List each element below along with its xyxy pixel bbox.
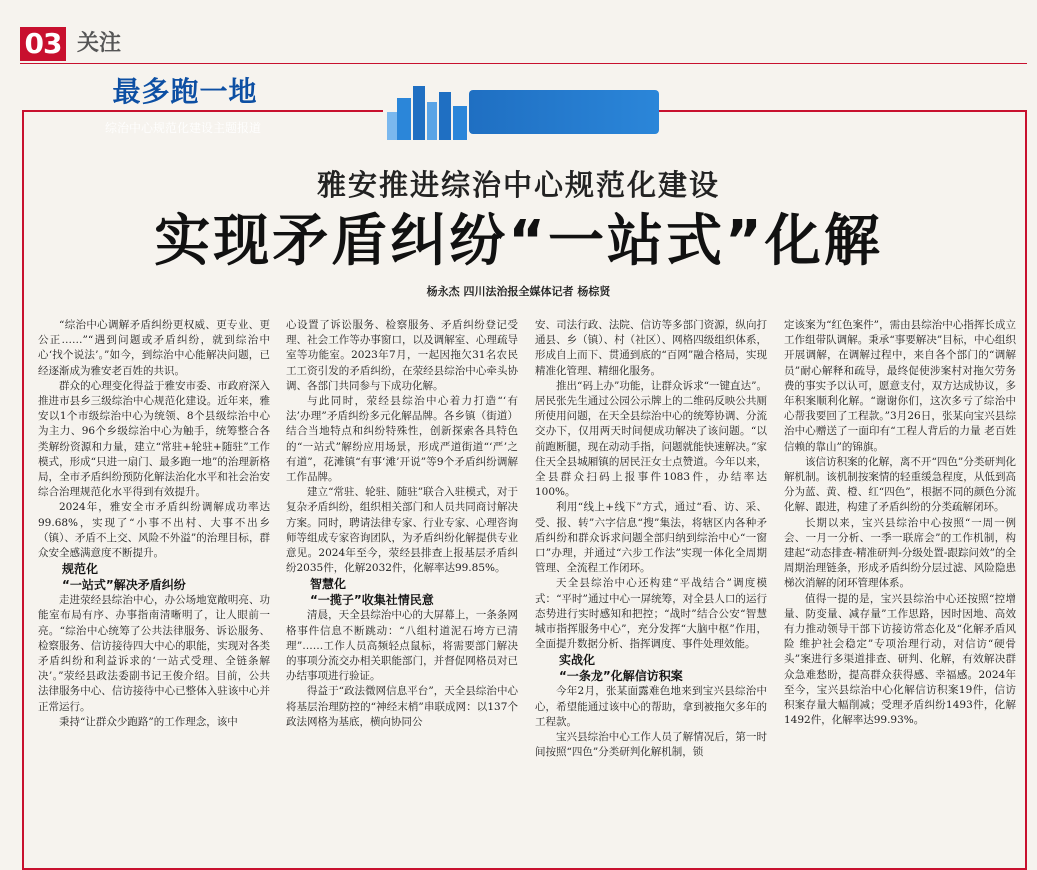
paragraph: 清晨，天全县综治中心的大屏幕上，一条条网格事件信息不断跳动：“八组村道泥石垮方已清理”……工作人员高频轻点鼠标，将需要部门解决的事项分流交办相关职能部门，并督促网格员对已办结事项进行验证。 — [286, 609, 518, 683]
paragraph: 秉持“让群众少跑路”的工作理念，该中 — [59, 715, 238, 728]
article-column-4 — [784, 318, 1016, 728]
paragraph: 得益于“政法微网信息平台”，天全县综治中心将基层治理防控的“神经末梢”串联成网：以137个政法网格为基底，横向协同公 — [286, 685, 518, 728]
paragraph: 心设置了诉讼服务、检察服务、矛盾纠纷登记受理、社会工作等办事窗口，以及调解室、心理疏导室等功能室。2023年7月，一起因拖欠31名农民工工资引发的矛盾纠纷，在荥经县综治中心牵头协调、各部门共同参与下成功化解。 — [286, 319, 518, 392]
paragraph: 今年2月，张某面露难色地来到宝兴县综治中心，希望能通过该中心的帮助，拿到被拖欠多年的工程款。 — [535, 685, 767, 728]
paragraph: 安、司法行政、法院、信访等多部门资源，纵向打通县、乡（镇）、村（社区）、网格四级组织体系，形成自上而下、贯通到底的“百网”融合格局，实现精准化管理、精细化服务。 — [535, 319, 767, 377]
paragraph: 宝兴县综治中心工作人员了解情况后，第一时间按照“四色”分类研判化解机制，锁 — [535, 731, 767, 759]
article-column-2 — [286, 318, 518, 730]
section-name: 关注 — [77, 31, 122, 56]
banner-subtitle: 综治中心规范化建设主题报道 — [104, 121, 261, 135]
paragraph: “综治中心调解矛盾纠纷更权威、更专业、更公正……”“遇到问题或矛盾纠纷，就到综治中心‘找个说法’。”如今，到综治中心能解决问题，已经逐渐成为雅安老百姓的共识。 — [38, 319, 270, 377]
section-tag: 规范化 — [62, 562, 99, 577]
paragraph: 建立“常驻、轮驻、随驻”联合入驻模式，对于复杂矛盾纠纷，组织相关部门和人员共同商讨解决方案。同时，聘请法律专家、行业专家、心理咨询师等组成专家咨询团队，为矛盾纠纷化解提供专业意见。2024年至今，荥经县排查上报基层矛盾纠纷2035件，化解2032件，化解率达99.85%。 — [286, 486, 518, 575]
section-tag: 实战化 — [559, 653, 596, 668]
paragraph: 走进荥经县综治中心，办公场地宽敞明亮、功能室布局有序、办事指南清晰明了，让人眼前一亮。“综治中心统筹了公共法律服务、诉讼服务、检察服务、信访接待四大中心的职能，实现对各类矛盾纠纷和利益诉求的‘一站式受理、全链条解决’。”荥经县政法委副书记王俊介绍。目前，公共法律服务中心、信访接待中心已整体入驻该中心并正常运行。 — [38, 594, 270, 713]
section-title: “一条龙”化解信访积案 — [559, 669, 683, 684]
paragraph: 2024年，雅安全市矛盾纠纷调解成功率达99.68%，实现了“小事不出村、大事不出乡（镇）、矛盾不上交、风险不外溢”的治理目标，群众安全感满意度不断提升。 — [38, 501, 270, 560]
sub-headline: 雅安推进综治中心规范化建设 — [316, 168, 720, 202]
banner-panel — [469, 90, 659, 134]
paragraph: 长期以来，宝兴县综治中心按照“一周一例会、一月一分析、一季一联席会”的工作机制，构建起“动态排查-精准研判-分级处置-跟踪问效”的全周期治理链条，形成矛盾纠纷分层过滤、风险隐患梯次消解的闭环管理体系。 — [784, 516, 1016, 590]
paragraph: 该信访积案的化解，离不开“四色”分类研判化解机制。该机制按案情的轻重缓急程度，从低到高分为蓝、黄、橙、红“四色”，根据不同的颜色分流化解、跟进，构建了矛盾纠纷的分类疏解闭环。 — [784, 455, 1016, 514]
paragraph: 与此同时，荥经县综治中心着力打造“‘有法’办理”矛盾纠纷多元化解品牌。各乡镇（街道）结合当地特点和纠纷特殊性，创新探索各具特色的“一站式”解纷应用场景，形成严道街道“‘严’之有道”，花滩镇“有事‘滩’开说”等9个矛盾纠纷调解工作品牌。 — [286, 395, 518, 484]
header-rule — [20, 63, 1027, 64]
paragraph: 天全县综治中心还构建“平战结合”调度模式：“平时”通过中心一屏统筹，对全县人口的运行态势进行实时感知和把控；“战时”结合公安“智慧城市指挥服务中心”，充分发挥“大脑中枢”作用，全面提升数据分析、指挥调度、事件处理效能。 — [535, 577, 767, 651]
banner-title: 最多跑一地 — [112, 75, 258, 108]
article-column-3 — [535, 318, 767, 760]
main-headline: 实现矛盾纠纷“一站式”化解 — [154, 209, 883, 274]
page-number: 03 — [20, 27, 66, 61]
section-title: “一站式”解决矛盾纠纷 — [62, 578, 186, 593]
article-column-1 — [38, 318, 270, 730]
byline: 杨永杰 四川法治报全媒体记者 杨棕贤 — [426, 285, 611, 298]
banner-graphic — [383, 80, 658, 142]
paragraph: 推出“码上办”功能，让群众诉求“一键直达”。居民张先生通过公园公示牌上的二维码反映公共厕所使用问题，在天全县综治中心的统筹协调、分流交办下，仅用两天时间便成功解决了该问题。“以前跑断腿，现在动动手指，问题就能快速解决。”家住天全县城厢镇的居民汪女士点赞道。今年以来，全县群众扫码上报事件1083件，办结率达100%。 — [535, 379, 767, 499]
paragraph: 值得一提的是，宝兴县综治中心还按照“控增量、防变量、减存量”工作思路，因时因地、高效有力推动领导干部下访接访常态化及“化解矛盾风险 维护社会稳定”专项治理行动，对信访“硬骨头”案进行多渠道排查、研判、化解，有效解决群众急难愁盼，提高群众获得感、幸福感。2024年至今，宝兴县综治中心化解信访积案19件，信访积案存量大幅削减；受理矛盾纠纷1493件，化解1492件，化解率达99.93%。 — [784, 592, 1016, 727]
section-tag: 智慧化 — [310, 577, 347, 592]
paragraph: 群众的心理变化得益于雅安市委、市政府深入推进市县乡三级综治中心规范化建设。近年来，雅安以1个市级综治中心为统领、8个县级综治中心为主力、96个乡级综治中心为触手，统筹整合各类解纷资源和力量，建立“常驻+轮驻+随驻”工作模式，形成“只进一扇门、最多跑一地”的治理新格局，全市矛盾纠纷预防化解法治化水平和社会治安综合治理规范化水平得到有效提升。 — [38, 379, 270, 499]
paragraph: 定该案为“红色案件”，需由县综治中心指挥长成立工作组带队调解。秉承“事要解决”目标，中心组织开展调解，在调解过程中，来自各个部门的“调解员”耐心解释和疏导，最终促使涉案村对拖欠劳务费的事实予以认可，愿意支付，双方达成协议，多年积案顺利化解。“谢谢你们，这次多亏了综治中心帮我要回了工程款。”3月26日，张某向宝兴县综治中心赠送了一面印有“工程人背后的力量 老百姓信赖的靠山”的锦旗。 — [784, 319, 1016, 453]
paragraph: 利用“线上+线下”方式，通过“看、访、采、受、报、转”六字信息“搜”集法，将辖区内各种矛盾纠纷和群众诉求问题全部归纳到综治中心“一窗口”办理，并通过“六步工作法”实现一体化全周期管理、全流程工作闭环。 — [535, 501, 767, 575]
section-title: “一揽子”收集社情民意 — [310, 593, 434, 608]
city-skyline-icon — [383, 80, 473, 140]
